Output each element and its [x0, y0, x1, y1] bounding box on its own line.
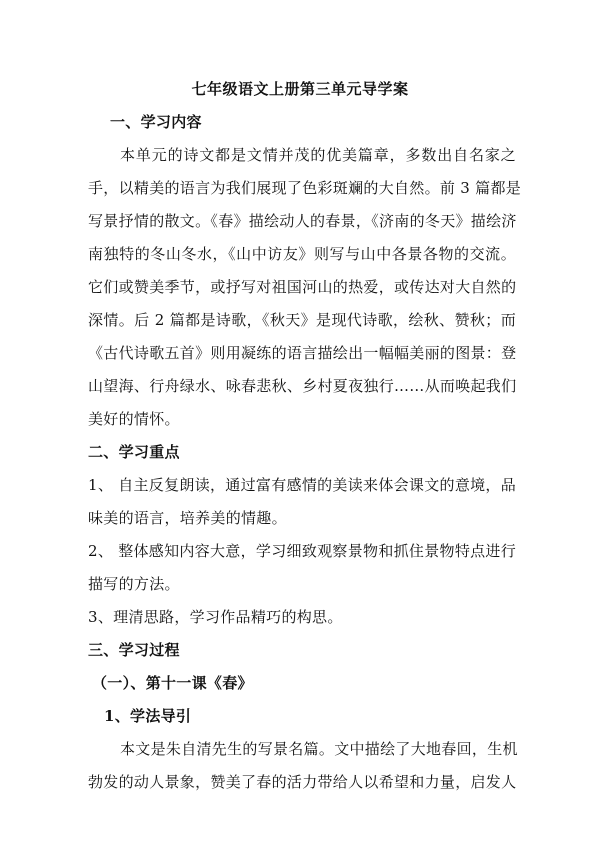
section1-line-5: 它们或赞美季节，或抒写对祖国河山的热爱，或传达对大自然的 [88, 278, 517, 296]
section1-line-6: 深情。后 2 篇都是诗歌，《秋天》是现代诗歌，绘秋、赞秋；而 [88, 311, 516, 329]
section1-heading: 一、学习内容 [110, 113, 202, 131]
section1-line-4: 南独特的冬山冬水，《山中访友》则写与山中各景各物的交流。 [88, 245, 516, 263]
section2-item-3: 3、理清思路，学习作品精巧的构思。 [88, 608, 343, 626]
section1-line-9: 美好的情怀。 [88, 410, 180, 428]
section3-line-1: 本文是朱自清先生的写景名篇。文中描绘了大地春回，生机 [120, 740, 518, 758]
section2-item-2-line-2: 描写的方法。 [88, 575, 180, 593]
section3-line-2: 勃发的动人景象，赞美了春的活力带给人以希望和力量，启发人 [88, 773, 517, 791]
section1-line-2: 手，以精美的语言为我们展现了色彩斑斓的大自然。前 3 篇都是 [88, 179, 522, 197]
section1-line-8: 山望海、行舟绿水、咏春悲秋、乡村夏夜独行……从而唤起我们 [88, 377, 517, 395]
section2-item-2-line-1: 2、 整体感知内容大意，学习细致观察景物和抓住景物特点进行 [88, 542, 517, 560]
section1-line-1: 本单元的诗文都是文情并茂的优美篇章，多数出自名家之 [120, 146, 516, 164]
section3-subheading: （一）、第十一课《春》 [92, 674, 253, 692]
section2-item-1-line-2: 味美的语言，培养美的情趣。 [88, 509, 287, 527]
section1-line-7: 《古代诗歌五首》则用凝练的语言描绘出一幅幅美丽的图景：登 [88, 344, 517, 362]
section3-heading: 三、学习过程 [88, 641, 180, 659]
section3-subsubheading: 1、学法导引 [104, 707, 192, 725]
section1-line-3: 写景抒情的散文。《春》描绘动人的春景，《济南的冬天》描绘济 [88, 212, 517, 230]
section2-item-1-line-1: 1、 自主反复朗读，通过富有感情的美读来体会课文的意境，品 [88, 476, 517, 494]
document-title: 七年级语文上册第三单元导学案 [191, 80, 409, 98]
section2-heading: 二、学习重点 [88, 443, 180, 461]
